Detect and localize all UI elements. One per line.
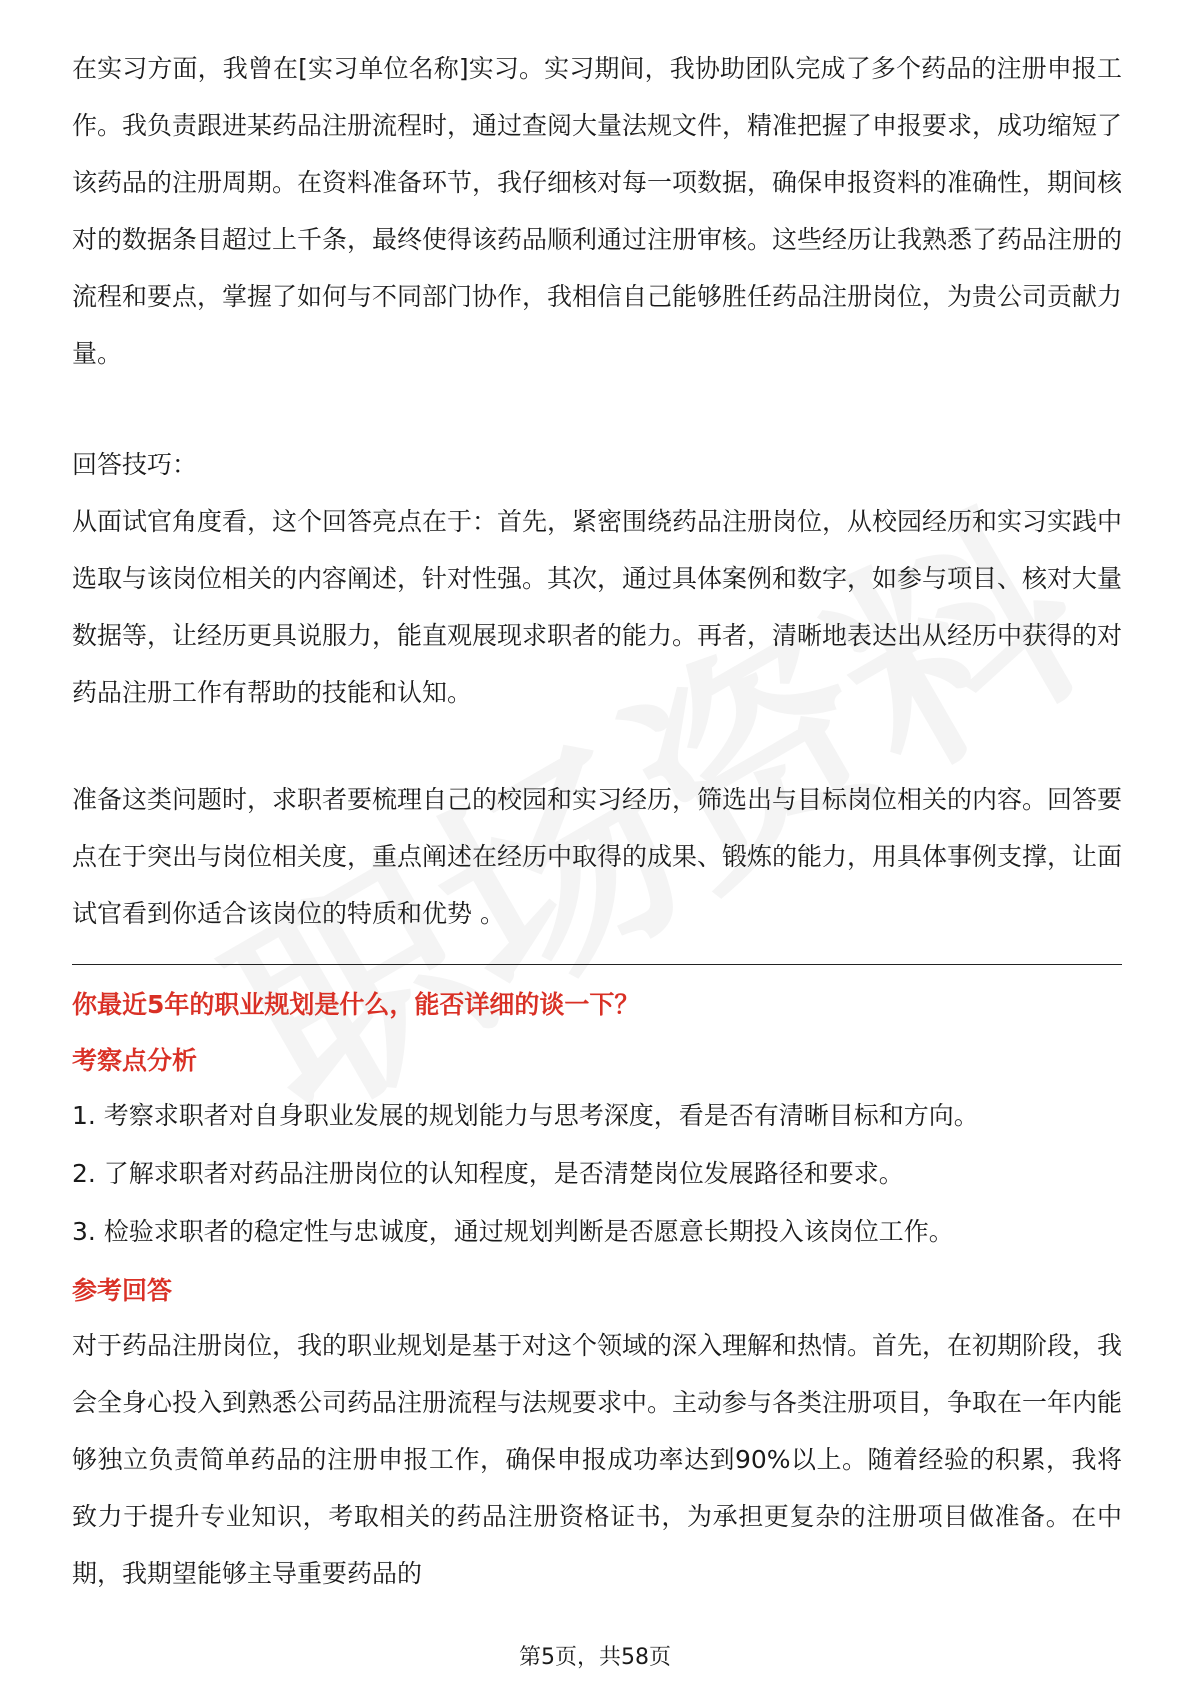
question-title: 你最近5年的职业规划是什么，能否详细的谈一下？	[72, 990, 640, 1019]
document-page	[72, 40, 1122, 1602]
answer-body: 对于药品注册岗位，我的职业规划是基于对这个领域的深入理解和热情。首先，在初期阶段，我会全身心投入到熟悉公司药品注册流程与法规要求中。主动参与各类注册项目，争取在一年内能够独立负责简单药品的注册申报工作，确保申报成功率达到90%以上。随着经验的积累，我将致力于提升专业知识，考取相关的药品注册资格证书，为承担更复杂的注册项目做准备。在中期，我期望能够主导重要药品的	[72, 1331, 1123, 1588]
page-number: 第5页，共58页	[519, 1645, 671, 1670]
analysis-item: 3. 检验求职者的稳定性与忠诚度，通过规划判断是否愿意长期投入该岗位工作。	[72, 1217, 954, 1246]
prep-paragraph: 准备这类问题时，求职者要梳理自己的校园和实习经历，筛选出与目标岗位相关的内容。回答要点在于突出与岗位相关度，重点阐述在经历中取得的成果、锻炼的能力，用具体事例支撑，让面试官看到你适合该岗位的特质和优势 。	[72, 785, 1123, 928]
section-divider	[72, 964, 1122, 965]
analysis-title: 考察点分析	[72, 1046, 198, 1075]
internship-paragraph: 在实习方面，我曾在[实习单位名称]实习。实习期间，我协助团队完成了多个药品的注册申报工作。我负责跟进某药品注册流程时，通过查阅大量法规文件，精准把握了申报要求，成功缩短了该药品的注册周期。在资料准备环节，我仔细核对每一项数据，确保申报资料的准确性，期间核对的数据条目超过上千条，最终使得该药品顺利通过注册审核。这些经历让我熟悉了药品注册的流程和要点，掌握了如何与不同部门协作，我相信自己能够胜任药品注册岗位，为贵公司贡献力量。	[72, 54, 1123, 368]
answer-title: 参考回答	[72, 1276, 173, 1305]
analysis-item: 1. 考察求职者对自身职业发展的规划能力与思考深度，看是否有清晰目标和方向。	[72, 1101, 979, 1130]
analysis-item: 2. 了解求职者对药品注册岗位的认知程度，是否清楚岗位发展路径和要求。	[72, 1159, 904, 1188]
tips-label: 回答技巧：	[72, 450, 198, 479]
tips-body: 从面试官角度看，这个回答亮点在于：首先，紧密围绕药品注册岗位，从校园经历和实习实践中选取与该岗位相关的内容阐述，针对性强。其次，通过具体案例和数字，如参与项目、核对大量数据等，让经历更具说服力，能直观展现求职者的能力。再者，清晰地表达出从经历中获得的对药品注册工作有帮助的技能和认知。	[72, 507, 1123, 707]
